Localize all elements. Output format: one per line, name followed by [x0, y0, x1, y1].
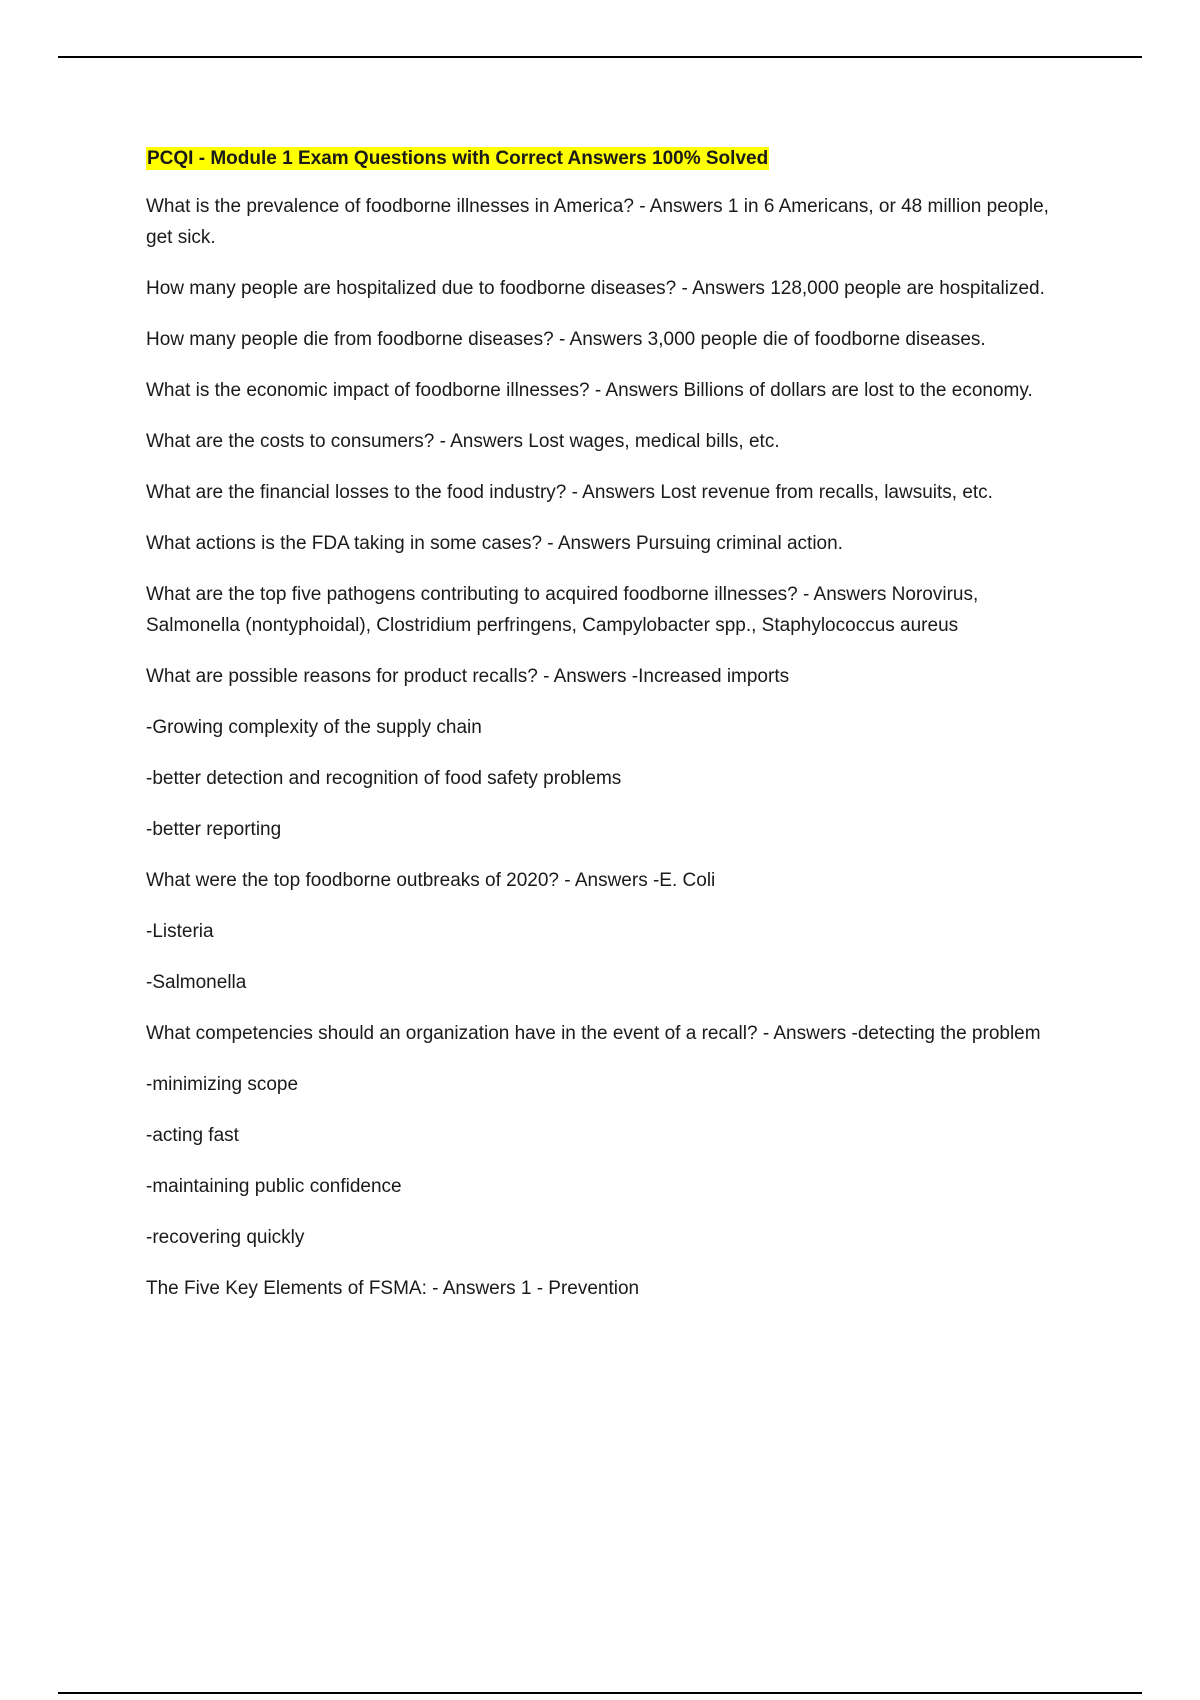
paragraph-recall-reasons: What are possible reasons for product recalls? - Answers -Increased imports: [146, 666, 790, 687]
list-item: -better reporting: [146, 819, 282, 840]
title-wrapper: [146, 144, 1066, 175]
list-item: -acting fast: [146, 1125, 239, 1146]
paragraph-top-outbreaks: What were the top foodborne outbreaks of 2020? - Answers -E. Coli: [146, 870, 716, 891]
list-item: -minimizing scope: [146, 1074, 299, 1095]
header-rule: [58, 56, 1142, 58]
list-item: -maintaining public confidence: [146, 1176, 402, 1197]
paragraph-prevalence: What is the prevalence of foodborne illnesses in America? - Answers 1 in 6 Americans, or 48 million people, get sick.: [146, 196, 1049, 248]
list-item: -Salmonella: [146, 972, 247, 993]
footer-rule: [58, 1692, 1142, 1694]
paragraph-top-pathogens: What are the top five pathogens contributing to acquired foodborne illnesses? - Answers Norovirus, Salmonella (nontyphoidal), Clostridium perfringens, Campylobacter spp., Staphylococcus aureus: [146, 584, 979, 636]
paragraph-consumer-costs: What are the costs to consumers? - Answers Lost wages, medical bills, etc.: [146, 431, 780, 452]
list-item: -Listeria: [146, 921, 214, 942]
list-item: -better detection and recognition of food safety problems: [146, 768, 622, 789]
paragraph-deaths: How many people die from foodborne diseases? - Answers 3,000 people die of foodborne diseases.: [146, 329, 986, 350]
paragraph-fda-actions: What actions is the FDA taking in some cases? - Answers Pursuing criminal action.: [146, 533, 843, 554]
document-title: PCQI - Module 1 Exam Questions with Correct Answers 100% Solved: [147, 148, 769, 169]
paragraph-industry-losses: What are the financial losses to the food industry? - Answers Lost revenue from recalls, lawsuits, etc.: [146, 482, 993, 503]
list-item: -recovering quickly: [146, 1227, 305, 1248]
paragraph-economic-impact: What is the economic impact of foodborne illnesses? - Answers Billions of dollars are lost to the economy.: [146, 380, 1033, 401]
list-item: -Growing complexity of the supply chain: [146, 717, 482, 738]
paragraph-recall-competencies: What competencies should an organization have in the event of a recall? - Answers -detecting the problem: [146, 1023, 1041, 1044]
document-body: [146, 144, 1066, 1324]
paragraph-hospitalized: How many people are hospitalized due to foodborne diseases? - Answers 128,000 people are hospitalized.: [146, 278, 1045, 299]
paragraph-fsma-elements: The Five Key Elements of FSMA: - Answers 1 - Prevention: [146, 1278, 640, 1299]
